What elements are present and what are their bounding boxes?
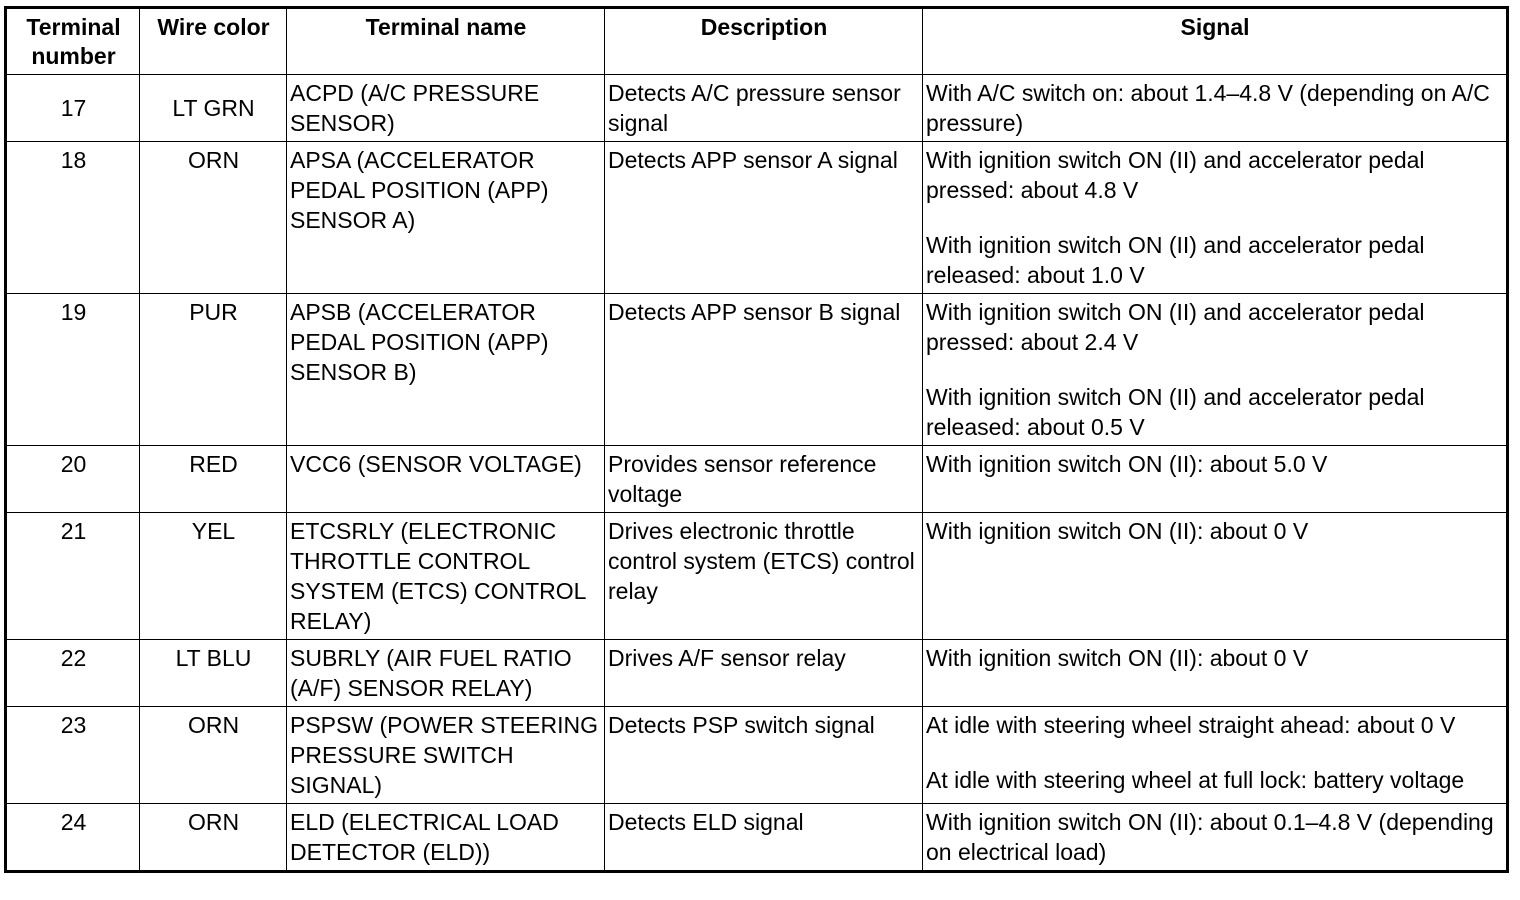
signal-cell — [923, 294, 1508, 446]
description-cell: Drives electronic throttle control system (ETCS) control relay — [605, 513, 923, 640]
signal-line: With ignition switch ON (II): about 0 V — [926, 518, 1309, 544]
terminal-number-cell: 18 — [6, 142, 140, 294]
signal-line: At idle with steering wheel at full lock: battery voltage — [926, 767, 1465, 793]
description-cell: Detects APP sensor A signal — [605, 142, 923, 294]
table-row — [6, 640, 1508, 707]
header-description: Description — [605, 8, 923, 75]
signal-line: With ignition switch ON (II): about 0.1–4.8 V (depending on electrical load) — [926, 809, 1494, 865]
header-wire-color: Wire color — [140, 8, 287, 75]
wire-color-cell: ORN — [140, 804, 287, 872]
terminal-name-cell: VCC6 (SENSOR VOLTAGE) — [287, 446, 605, 513]
signal-line: With A/C switch on: about 1.4–4.8 V (depending on A/C pressure) — [926, 80, 1490, 136]
description-cell: Detects ELD signal — [605, 804, 923, 872]
terminal-number-cell: 20 — [6, 446, 140, 513]
terminal-number-cell: 23 — [6, 707, 140, 804]
table-row — [6, 446, 1508, 513]
wire-color-cell: PUR — [140, 294, 287, 446]
terminal-name-cell: ACPD (A/C PRESSURE SENSOR) — [287, 75, 605, 142]
signal-line: At idle with steering wheel straight ahead: about 0 V — [926, 712, 1456, 738]
header-terminal-number: Terminal number — [6, 8, 140, 75]
header-row — [6, 8, 1508, 75]
terminal-name-cell: ELD (ELECTRICAL LOAD DETECTOR (ELD)) — [287, 804, 605, 872]
signal-line: With ignition switch ON (II) and accelerator pedal released: about 1.0 V — [926, 232, 1425, 288]
table-body — [6, 75, 1508, 872]
wire-color-cell: RED — [140, 446, 287, 513]
terminal-name-cell: APSB (ACCELERATOR PEDAL POSITION (APP) SENSOR B) — [287, 294, 605, 446]
terminal-name-cell: APSA (ACCELERATOR PEDAL POSITION (APP) SENSOR A) — [287, 142, 605, 294]
wire-color-cell: ORN — [140, 142, 287, 294]
table-row — [6, 142, 1508, 294]
terminal-number-cell: 17 — [6, 75, 140, 142]
signal-cell — [923, 640, 1508, 707]
table-row — [6, 513, 1508, 640]
terminal-name-cell: SUBRLY (AIR FUEL RATIO (A/F) SENSOR RELAY) — [287, 640, 605, 707]
description-cell: Detects A/C pressure sensor signal — [605, 75, 923, 142]
terminal-number-cell: 21 — [6, 513, 140, 640]
terminal-number-cell: 19 — [6, 294, 140, 446]
description-cell: Detects PSP switch signal — [605, 707, 923, 804]
terminal-table — [4, 6, 1509, 873]
header-signal: Signal — [923, 8, 1508, 75]
signal-cell — [923, 513, 1508, 640]
wire-color-cell: YEL — [140, 513, 287, 640]
terminal-number-cell: 24 — [6, 804, 140, 872]
signal-line: With ignition switch ON (II) and accelerator pedal released: about 0.5 V — [926, 384, 1425, 440]
table-row — [6, 707, 1508, 804]
signal-line: With ignition switch ON (II): about 5.0 V — [926, 451, 1328, 477]
table-row — [6, 804, 1508, 872]
signal-cell — [923, 804, 1508, 872]
description-cell: Drives A/F sensor relay — [605, 640, 923, 707]
description-cell: Provides sensor reference voltage — [605, 446, 923, 513]
description-cell: Detects APP sensor B signal — [605, 294, 923, 446]
signal-cell — [923, 707, 1508, 804]
terminal-name-cell: ETCSRLY (ELECTRONIC THROTTLE CONTROL SYSTEM (ETCS) CONTROL RELAY) — [287, 513, 605, 640]
wire-color-cell: LT GRN — [140, 75, 287, 142]
terminal-number-cell: 22 — [6, 640, 140, 707]
signal-cell — [923, 142, 1508, 294]
signal-line: With ignition switch ON (II): about 0 V — [926, 645, 1309, 671]
signal-cell — [923, 446, 1508, 513]
signal-line: With ignition switch ON (II) and accelerator pedal pressed: about 2.4 V — [926, 299, 1425, 355]
signal-line: With ignition switch ON (II) and accelerator pedal pressed: about 4.8 V — [926, 147, 1425, 203]
signal-cell — [923, 75, 1508, 142]
wire-color-cell: ORN — [140, 707, 287, 804]
table-row — [6, 75, 1508, 142]
header-terminal-name: Terminal name — [287, 8, 605, 75]
table-row — [6, 294, 1508, 446]
wire-color-cell: LT BLU — [140, 640, 287, 707]
terminal-name-cell: PSPSW (POWER STEERING PRESSURE SWITCH SIGNAL) — [287, 707, 605, 804]
